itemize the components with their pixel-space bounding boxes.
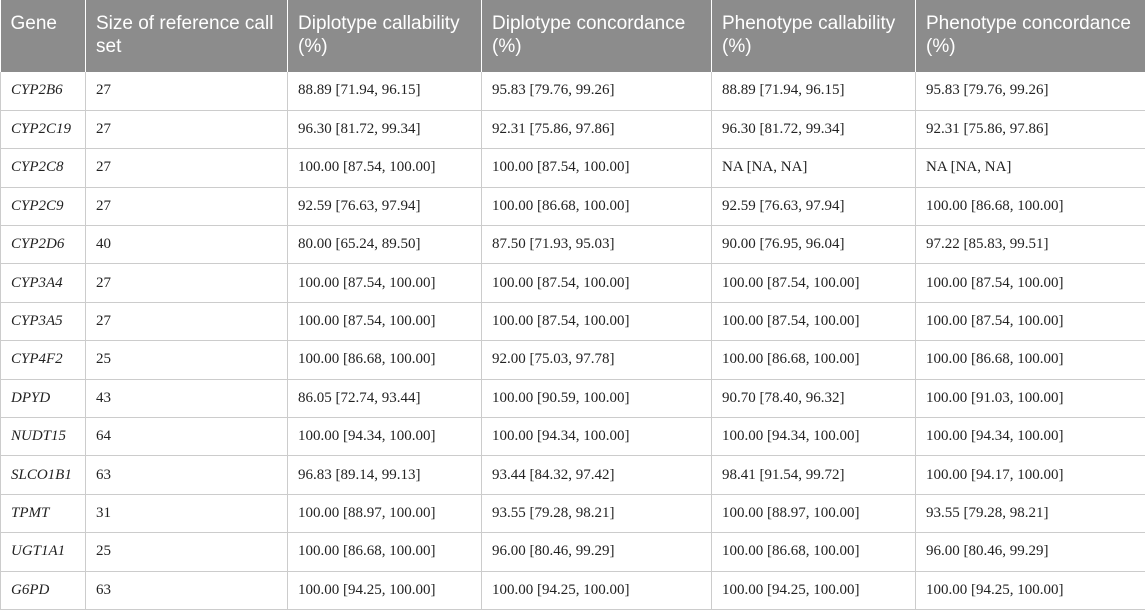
table-header: [1, 0, 1145, 72]
gene-cell: CYP2C19: [1, 110, 86, 148]
reference-size-cell: 31: [86, 494, 288, 532]
table-row: [1, 264, 1145, 302]
table-row: [1, 494, 1145, 532]
phenotype-concordance-cell: 100.00 [94.17, 100.00]: [916, 456, 1145, 494]
phenotype-concordance-cell: 96.00 [80.46, 99.29]: [916, 533, 1145, 571]
diplotype-concordance-cell: 93.55 [79.28, 98.21]: [482, 494, 712, 532]
diplotype-concordance-cell: 87.50 [71.93, 95.03]: [482, 226, 712, 264]
header-row: [1, 0, 1145, 72]
header-phenotype-concordance: Phenotype concordance (%): [916, 0, 1145, 72]
gene-cell: CYP3A4: [1, 264, 86, 302]
phenotype-callability-cell: 100.00 [86.68, 100.00]: [712, 533, 916, 571]
table-row: [1, 533, 1145, 571]
diplotype-concordance-cell: 93.44 [84.32, 97.42]: [482, 456, 712, 494]
diplotype-callability-cell: 100.00 [88.97, 100.00]: [288, 494, 482, 532]
header-diplotype-concordance: Diplotype concordance (%): [482, 0, 712, 72]
diplotype-concordance-cell: 100.00 [86.68, 100.00]: [482, 187, 712, 225]
diplotype-concordance-cell: 100.00 [87.54, 100.00]: [482, 302, 712, 340]
diplotype-concordance-cell: 96.00 [80.46, 99.29]: [482, 533, 712, 571]
phenotype-callability-cell: 100.00 [88.97, 100.00]: [712, 494, 916, 532]
table-row: [1, 418, 1145, 456]
diplotype-callability-cell: 86.05 [72.74, 93.44]: [288, 379, 482, 417]
reference-size-cell: 25: [86, 341, 288, 379]
reference-size-cell: 64: [86, 418, 288, 456]
phenotype-callability-cell: 98.41 [91.54, 99.72]: [712, 456, 916, 494]
phenotype-concordance-cell: 100.00 [87.54, 100.00]: [916, 302, 1145, 340]
reference-size-cell: 63: [86, 456, 288, 494]
phenotype-callability-cell: 100.00 [87.54, 100.00]: [712, 264, 916, 302]
phenotype-callability-cell: 100.00 [87.54, 100.00]: [712, 302, 916, 340]
diplotype-callability-cell: 96.83 [89.14, 99.13]: [288, 456, 482, 494]
gene-cell: CYP3A5: [1, 302, 86, 340]
diplotype-callability-cell: 100.00 [87.54, 100.00]: [288, 264, 482, 302]
gene-cell: CYP2D6: [1, 226, 86, 264]
diplotype-concordance-cell: 100.00 [94.34, 100.00]: [482, 418, 712, 456]
phenotype-callability-cell: 90.70 [78.40, 96.32]: [712, 379, 916, 417]
phenotype-callability-cell: NA [NA, NA]: [712, 149, 916, 187]
table-row: [1, 456, 1145, 494]
header-reference-size: Size of reference call set: [86, 0, 288, 72]
gene-cell: NUDT15: [1, 418, 86, 456]
diplotype-concordance-cell: 92.00 [75.03, 97.78]: [482, 341, 712, 379]
diplotype-concordance-cell: 100.00 [90.59, 100.00]: [482, 379, 712, 417]
header-gene: Gene: [1, 0, 86, 72]
phenotype-concordance-cell: 100.00 [87.54, 100.00]: [916, 264, 1145, 302]
table-row: [1, 72, 1145, 110]
phenotype-concordance-cell: NA [NA, NA]: [916, 149, 1145, 187]
table-row: [1, 571, 1145, 609]
diplotype-callability-cell: 92.59 [76.63, 97.94]: [288, 187, 482, 225]
phenotype-concordance-cell: 100.00 [94.34, 100.00]: [916, 418, 1145, 456]
phenotype-callability-cell: 100.00 [94.34, 100.00]: [712, 418, 916, 456]
diplotype-concordance-cell: 100.00 [94.25, 100.00]: [482, 571, 712, 609]
header-diplotype-callability: Diplotype callability (%): [288, 0, 482, 72]
gene-cell: CYP4F2: [1, 341, 86, 379]
phenotype-concordance-cell: 100.00 [91.03, 100.00]: [916, 379, 1145, 417]
phenotype-callability-cell: 100.00 [86.68, 100.00]: [712, 341, 916, 379]
reference-size-cell: 27: [86, 302, 288, 340]
gene-cell: DPYD: [1, 379, 86, 417]
diplotype-callability-cell: 100.00 [86.68, 100.00]: [288, 341, 482, 379]
phenotype-callability-cell: 88.89 [71.94, 96.15]: [712, 72, 916, 110]
reference-size-cell: 27: [86, 72, 288, 110]
diplotype-callability-cell: 100.00 [94.34, 100.00]: [288, 418, 482, 456]
gene-cell: CYP2C9: [1, 187, 86, 225]
gene-cell: CYP2C8: [1, 149, 86, 187]
diplotype-concordance-cell: 95.83 [79.76, 99.26]: [482, 72, 712, 110]
phenotype-concordance-cell: 100.00 [86.68, 100.00]: [916, 341, 1145, 379]
phenotype-concordance-cell: 100.00 [86.68, 100.00]: [916, 187, 1145, 225]
table-row: [1, 110, 1145, 148]
reference-size-cell: 40: [86, 226, 288, 264]
gene-cell: UGT1A1: [1, 533, 86, 571]
phenotype-concordance-cell: 92.31 [75.86, 97.86]: [916, 110, 1145, 148]
phenotype-callability-cell: 96.30 [81.72, 99.34]: [712, 110, 916, 148]
phenotype-concordance-cell: 100.00 [94.25, 100.00]: [916, 571, 1145, 609]
gene-cell: TPMT: [1, 494, 86, 532]
diplotype-concordance-cell: 92.31 [75.86, 97.86]: [482, 110, 712, 148]
diplotype-callability-cell: 88.89 [71.94, 96.15]: [288, 72, 482, 110]
phenotype-callability-cell: 90.00 [76.95, 96.04]: [712, 226, 916, 264]
gene-cell: CYP2B6: [1, 72, 86, 110]
phenotype-concordance-cell: 93.55 [79.28, 98.21]: [916, 494, 1145, 532]
reference-size-cell: 43: [86, 379, 288, 417]
diplotype-callability-cell: 100.00 [86.68, 100.00]: [288, 533, 482, 571]
reference-size-cell: 27: [86, 110, 288, 148]
phenotype-concordance-cell: 97.22 [85.83, 99.51]: [916, 226, 1145, 264]
diplotype-callability-cell: 80.00 [65.24, 89.50]: [288, 226, 482, 264]
diplotype-concordance-cell: 100.00 [87.54, 100.00]: [482, 264, 712, 302]
reference-size-cell: 63: [86, 571, 288, 609]
diplotype-callability-cell: 100.00 [87.54, 100.00]: [288, 302, 482, 340]
diplotype-callability-cell: 100.00 [87.54, 100.00]: [288, 149, 482, 187]
reference-size-cell: 27: [86, 264, 288, 302]
diplotype-concordance-cell: 100.00 [87.54, 100.00]: [482, 149, 712, 187]
table-row: [1, 379, 1145, 417]
phenotype-concordance-cell: 95.83 [79.76, 99.26]: [916, 72, 1145, 110]
table-row: [1, 302, 1145, 340]
table-row: [1, 187, 1145, 225]
table-row: [1, 226, 1145, 264]
phenotype-callability-cell: 100.00 [94.25, 100.00]: [712, 571, 916, 609]
table-row: [1, 341, 1145, 379]
gene-cell: SLCO1B1: [1, 456, 86, 494]
diplotype-callability-cell: 100.00 [94.25, 100.00]: [288, 571, 482, 609]
gene-cell: G6PD: [1, 571, 86, 609]
header-phenotype-callability: Phenotype callability (%): [712, 0, 916, 72]
reference-size-cell: 27: [86, 187, 288, 225]
reference-size-cell: 27: [86, 149, 288, 187]
diplotype-callability-cell: 96.30 [81.72, 99.34]: [288, 110, 482, 148]
phenotype-callability-cell: 92.59 [76.63, 97.94]: [712, 187, 916, 225]
reference-size-cell: 25: [86, 533, 288, 571]
table-row: [1, 149, 1145, 187]
table-body: [1, 72, 1145, 609]
